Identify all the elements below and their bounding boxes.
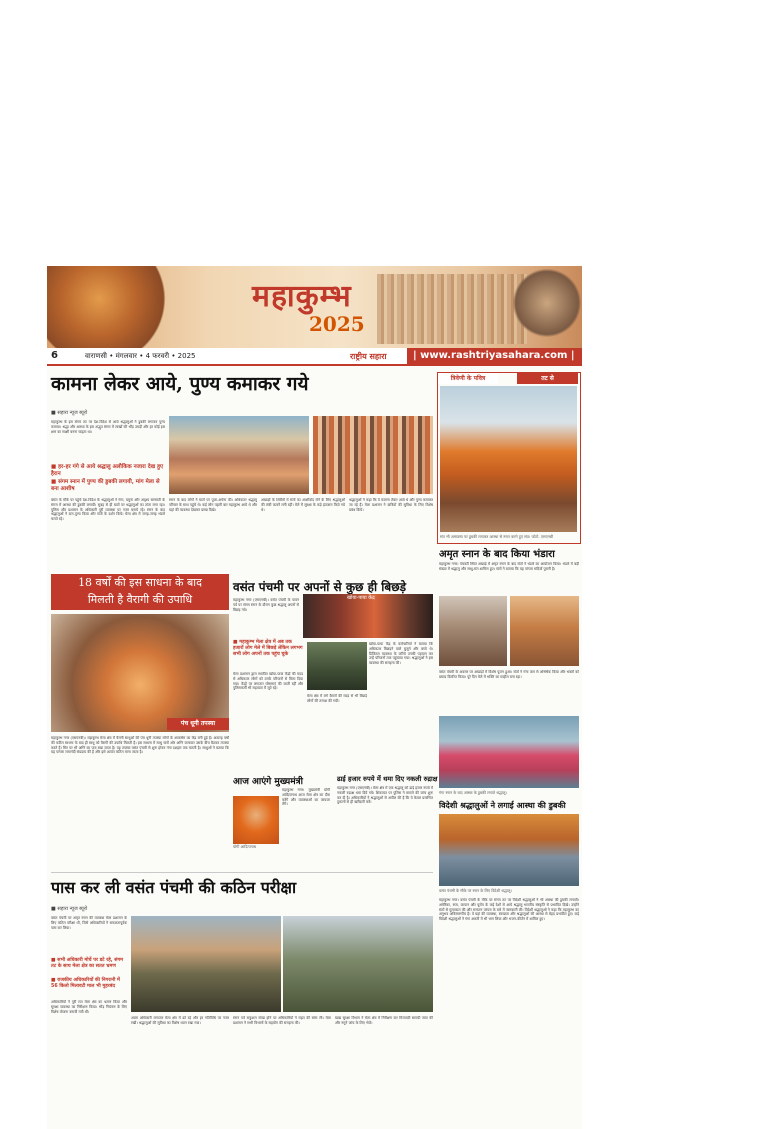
amrit-headline: अमृत स्नान के बाद किया भंडारा — [439, 549, 555, 560]
vasant-story-col-3: मेला क्षेत्र में लगे कैमरों की मदद से भी बिछड़े लोगों की तलाश की गयी। — [307, 694, 367, 703]
vasant-story-intro: महाकुम्भ नगर (एसएनबी)। वसंत पंचमी के पावन पर्व पर संगम स्नान के दौरान कुछ श्रद्धालु अपनों से बिछड़ गये। — [233, 598, 299, 612]
ascetics-photo — [440, 386, 577, 532]
ascetics-caption: संत भी अमावस्य पर डुबकी लगाकर आस्था से स्नान करने हुए संत। फोटो- एसएनबी — [440, 534, 553, 539]
fake-rudraksh-headline: ढाई हजार रुपये में थमा दिए नकली रुद्राक्ष — [337, 775, 438, 783]
security-forces-photo — [283, 916, 433, 1012]
vasant-headline: वसंत पंचमी पर अपनों से कुछ ही बिछड़े — [233, 580, 407, 594]
newspaper-page — [47, 266, 582, 1129]
exam-story-col-1: अधिकारियों ने पूरी रात मेला क्षेत्र का भ्रमण किया और सुरक्षा व्यवस्था का निरीक्षण किया। भीड़ नियंत्रण के लिए विशेष योजना बनायी गयी थी। — [51, 1000, 127, 1014]
sadhu-photo-right — [512, 266, 582, 348]
main-story-col-intro: महाकुम्भ के इस संगम तट पर देश-विदेश से आये श्रद्धालुओं ने डुबकी लगाकर पुण्य कमाया। श्रद्धा और आस्था के इस अद्भुत संगम में लाखों की भीड़ उमड़ी और हर कोई इस क्षण का साक्षी बनना चाहता था। — [51, 420, 165, 434]
crowd-photo — [377, 274, 527, 344]
crowd-street-photo — [313, 416, 433, 494]
sadhana-headline-line-2: मिलती है वैरागी की उपाधि — [87, 593, 193, 606]
dateline: वाराणसी • मंगलवार • 4 फरवरी • 2025 — [85, 352, 196, 360]
exam-bullet-2: ■ राजकीय अधिकारियों की निगरानी में 56 किलो मिलावटी माल भी मुहरबंद — [51, 978, 120, 990]
exam-story-col-4: खाद्य सुरक्षा विभाग ने मेला क्षेत्र में निरीक्षण कर मिलावटी सामग्री जब्त की और नमूने जांच के लिए भेजे। — [335, 1016, 433, 1025]
exam-byline: ■ सहारा न्यूज ब्यूरो — [51, 906, 88, 912]
newspaper-logo: राष्ट्रीय सहारा — [350, 352, 387, 361]
main-headline: कामना लेकर आये, पुण्य कमाकर गये — [51, 373, 309, 395]
main-bullet-1: ■ हर-हर गंगे से आये श्रद्धालु अलौकिक नजारा देख हुए हैरान — [51, 464, 164, 477]
foreign-devotees-photo — [439, 814, 579, 886]
main-story-col-4: श्रद्धालुओं ने कहा कि वे कामना लेकर आये थे और पुण्य कमाकर जा रहे हैं। मेला प्रशासन ने यात्रियों की सुविधा के लिए विशेष प्रबंध किये। — [349, 498, 433, 512]
exam-story-intro: वसंत पंचमी पर अमृत स्नान की व्यवस्था मेला प्रशासन के लिए कठिन परीक्षा थी, जिसे अधिकारियों ने सफलतापूर्वक पास कर लिया। — [51, 916, 127, 930]
main-story-col-1: बसंत के मौके पर पहुंचे देश-विदेश के श्रद्धालुओं ने गंगा, यमुना और अदृश्य सरस्वती के संगम में आस्था की डुबकी लगायी। सुबह से ही घाटों पर श्रद्धालुओं का तांता लगा रहा। पुलिस और प्रशासन के अधिकारी पूरी व्यवस्था पर नजर बनाये रहे। स्नान के बाद श्रद्धालुओं ने दान-पुण्य किया और संतों के दर्शन किये। मेला क्षेत्र में जगह-जगह भंडारे चलते रहे। — [51, 498, 165, 522]
lost-found-label: खोया-पाया केंद्र — [347, 595, 375, 601]
main-story-col-3: अखाड़ों के शिविरों में संतों का आशीर्वाद लेने के लिए श्रद्धालुओं की लंबी कतारें लगी रहीं। मेले में सुरक्षा के कड़े इंतजाम किये गये थे। — [261, 498, 345, 512]
amrit-story-text: महाकुम्भ नगर। पंचवटी स्थित अखाड़े में अमृत स्नान के बाद संतों ने भंडारे का आयोजन किया। भंडारे में बड़ी संख्या में श्रद्धालु और साधु-संत शामिल हुए। संतों ने बताया कि यह परंपरा सदियों पुरानी है। — [439, 562, 579, 571]
exam-bullet-1: ■ सभी अधिकारी मोर्चे पर डटे रहे, संगम तट के साथ मेला क्षेत्र का सतत भ्रमण — [51, 958, 124, 970]
section-divider — [51, 872, 433, 873]
chief-minister-photo — [233, 796, 279, 844]
sadhana-headline-line-1: 18 वर्षों की इस साधना के बाद — [78, 576, 202, 589]
sadhana-story-text: महाकुम्भ नगर (एसएनबी)। महाकुम्भ मेला क्षेत्र में वैरागी साधुओं की पंच धूनी तपस्या लोगों के आकर्षण का केंद्र बनी हुई है। अठारह वर्षों की कठिन साधना के बाद ही साधु को वैरागी की उपाधि मिलती है। इस साधना में साधु चारों ओर अग्नि जलाकर उसके बीच बैठकर तपस्या करते हैं। सिर पर भी अग्नि का पात्र रखा जाता है। यह तपस्या वसंत पंचमी से शुरू होकर गंगा दशहरा तक चलती है। साधुओं ने बताया कि यह परंपरा रामानंदी संप्रदाय की है और इसे अत्यंत कठिन माना जाता है। — [51, 736, 229, 755]
officials-inspection-photo — [131, 916, 281, 1012]
cm-caption: योगी आदित्यनाथ — [233, 844, 257, 849]
fake-rudraksh-text: महाकुम्भ नगर (एसएनबी)। मेला क्षेत्र में एक श्रद्धालु को ढाई हजार रुपये में नकली रुद्राक्ष थमा दिये गये। शिकायत पर पुलिस ने मामले की जांच शुरू कर दी है। अधिकारियों ने श्रद्धालुओं से अपील की है कि वे केवल प्रमाणित दुकानों से ही खरीदारी करें। — [337, 786, 433, 805]
videshi-story-text: महाकुम्भ नगर। वसंत पंचमी के मौके पर संगम तट पर विदेशी श्रद्धालुओं ने भी आस्था की डुबकी लगायी। अमेरिका, रूस, जापान और यूरोप के कई देशों से आये श्रद्धालु भारतीय संस्कृति से प्रभावित दिखे। उन्होंने संतों से मुलाकात की और सनातन परंपरा के बारे में जानकारी ली। विदेशी श्रद्धालुओं ने कहा कि महाकुम्भ का अनुभव अविस्मरणीय है। वे यहां की व्यवस्था, स्वच्छता और श्रद्धालुओं की आस्था से बेहद प्रभावित हुए। कई विदेशी श्रद्धालुओं ने गंगा आरती में भी भाग लिया और भजन-कीर्तन में शामिल हुए। — [439, 898, 579, 922]
exam-story-col-3: स्नान पर्व सकुशल संपन्न होने पर अधिकारियों ने राहत की सांस ली। मेला प्रशासन ने सभी विभागों के सहयोग की सराहना की। — [233, 1016, 331, 1025]
foreign-devotees-caption: वसंत पंचमी के मौके पर स्नान के लिए विदेशी श्रद्धालु। — [439, 888, 512, 893]
videshi-headline: विदेशी श्रद्धालुओं ने लगाई आस्था की डुबकी — [439, 800, 566, 810]
page-info-bar — [47, 348, 582, 366]
police-photo — [307, 642, 367, 690]
page-number: 6 — [51, 350, 58, 361]
vasant-story-col-2: खोया-पाया केंद्र के कर्मचारियों ने बताया कि अधिकतर बिछड़ने वाले बुजुर्ग और बच्चे थे। डिजिटल व्यवस्था के जरिये उनकी पहचान कर उन्हें परिजनों तक पहुंचाया गया। श्रद्धालुओं ने इस व्यवस्था की सराहना की। — [369, 642, 433, 666]
panch-dhuni-photo — [51, 614, 229, 732]
banner-title: महाकुम्भ — [252, 279, 352, 314]
main-byline: ■ सहारा न्यूज ब्यूरो — [51, 410, 88, 416]
vasant-story-col-1: मेला प्रशासन द्वारा स्थापित खोया-पाया केंद्रों की मदद से अधिकतर लोगों को उनके परिजनों से मिला दिया गया। केंद्रों पर लगातार घोषणाएं की जाती रहीं और पुलिसकर्मी भी सहायता में जुटे रहे। — [233, 672, 303, 691]
panch-dhuni-label: पंच धूनी तपस्या — [167, 718, 229, 730]
triveni-tag-left: त्रिवेणी के पवित्र — [438, 373, 498, 384]
banner-year: 2025 — [309, 312, 365, 336]
crowd-bathing-photo — [169, 416, 309, 494]
exam-headline: पास कर ली वसंत पंचमी की कठिन परीक्षा — [51, 878, 297, 897]
cm-headline: आज आएंगे मुख्यमंत्री — [233, 777, 303, 787]
bhandara-photo-1 — [439, 596, 507, 666]
exam-story-col-2: आला अधिकारी लगातार मेला क्षेत्र में डटे रहे और हर गतिविधि पर नजर रखी। श्रद्धालुओं की सुविधा का विशेष ध्यान रखा गया। — [131, 1016, 229, 1025]
main-story-col-2: स्नान के बाद लोगों ने घाटों पर पूजा-अर्चना की। अधिकतर श्रद्धालु परिवार के साथ पहुंचे थे। कई लोग पहली बार महाकुम्भ आये थे और यहां की व्यवस्था देखकर प्रसन्न दिखे। — [169, 498, 257, 512]
amrit-story-text-2: वसंत पंचमी के अवसर पर अखाड़ों में विशेष पूजन हुआ। संतों ने गंगा जल से अभिषेक किया और भक्तों को प्रसाद वितरित किया। पूरे दिन मेले में भक्ति का माहौल बना रहा। — [439, 670, 579, 679]
ganga-bath-photo — [439, 716, 579, 788]
sadhu-photo-left — [47, 266, 177, 348]
main-bullet-2: ■ संगम स्नान में पुण्य की डुबकी लगायी, मांग मेला से बना आशीष — [51, 479, 160, 492]
website-link[interactable]: | www.rashtriyasahara.com | — [407, 348, 582, 364]
bhandara-photo-2 — [510, 596, 579, 666]
sadhana-headline-box — [51, 574, 229, 610]
ganga-bath-caption: गंगा स्नान के बाद आस्था के डुबकी लगाते श्रद्धालु। — [439, 790, 507, 795]
masthead-banner — [47, 266, 582, 348]
triveni-tag-right: तट से — [517, 373, 578, 384]
cm-story-text: महाकुम्भ नगर। मुख्यमंत्री योगी आदित्यनाथ आज मेला क्षेत्र का दौरा करेंगे और व्यवस्थाओं का जायजा लेंगे। — [282, 788, 330, 807]
vasant-bullet: ■ महाकुम्भ मेला क्षेत्र में अब तक हजारों लोग मेले में बिछड़े लेकिन लगभग सभी लोग अपनों तक पहुंच चुके — [233, 640, 303, 657]
